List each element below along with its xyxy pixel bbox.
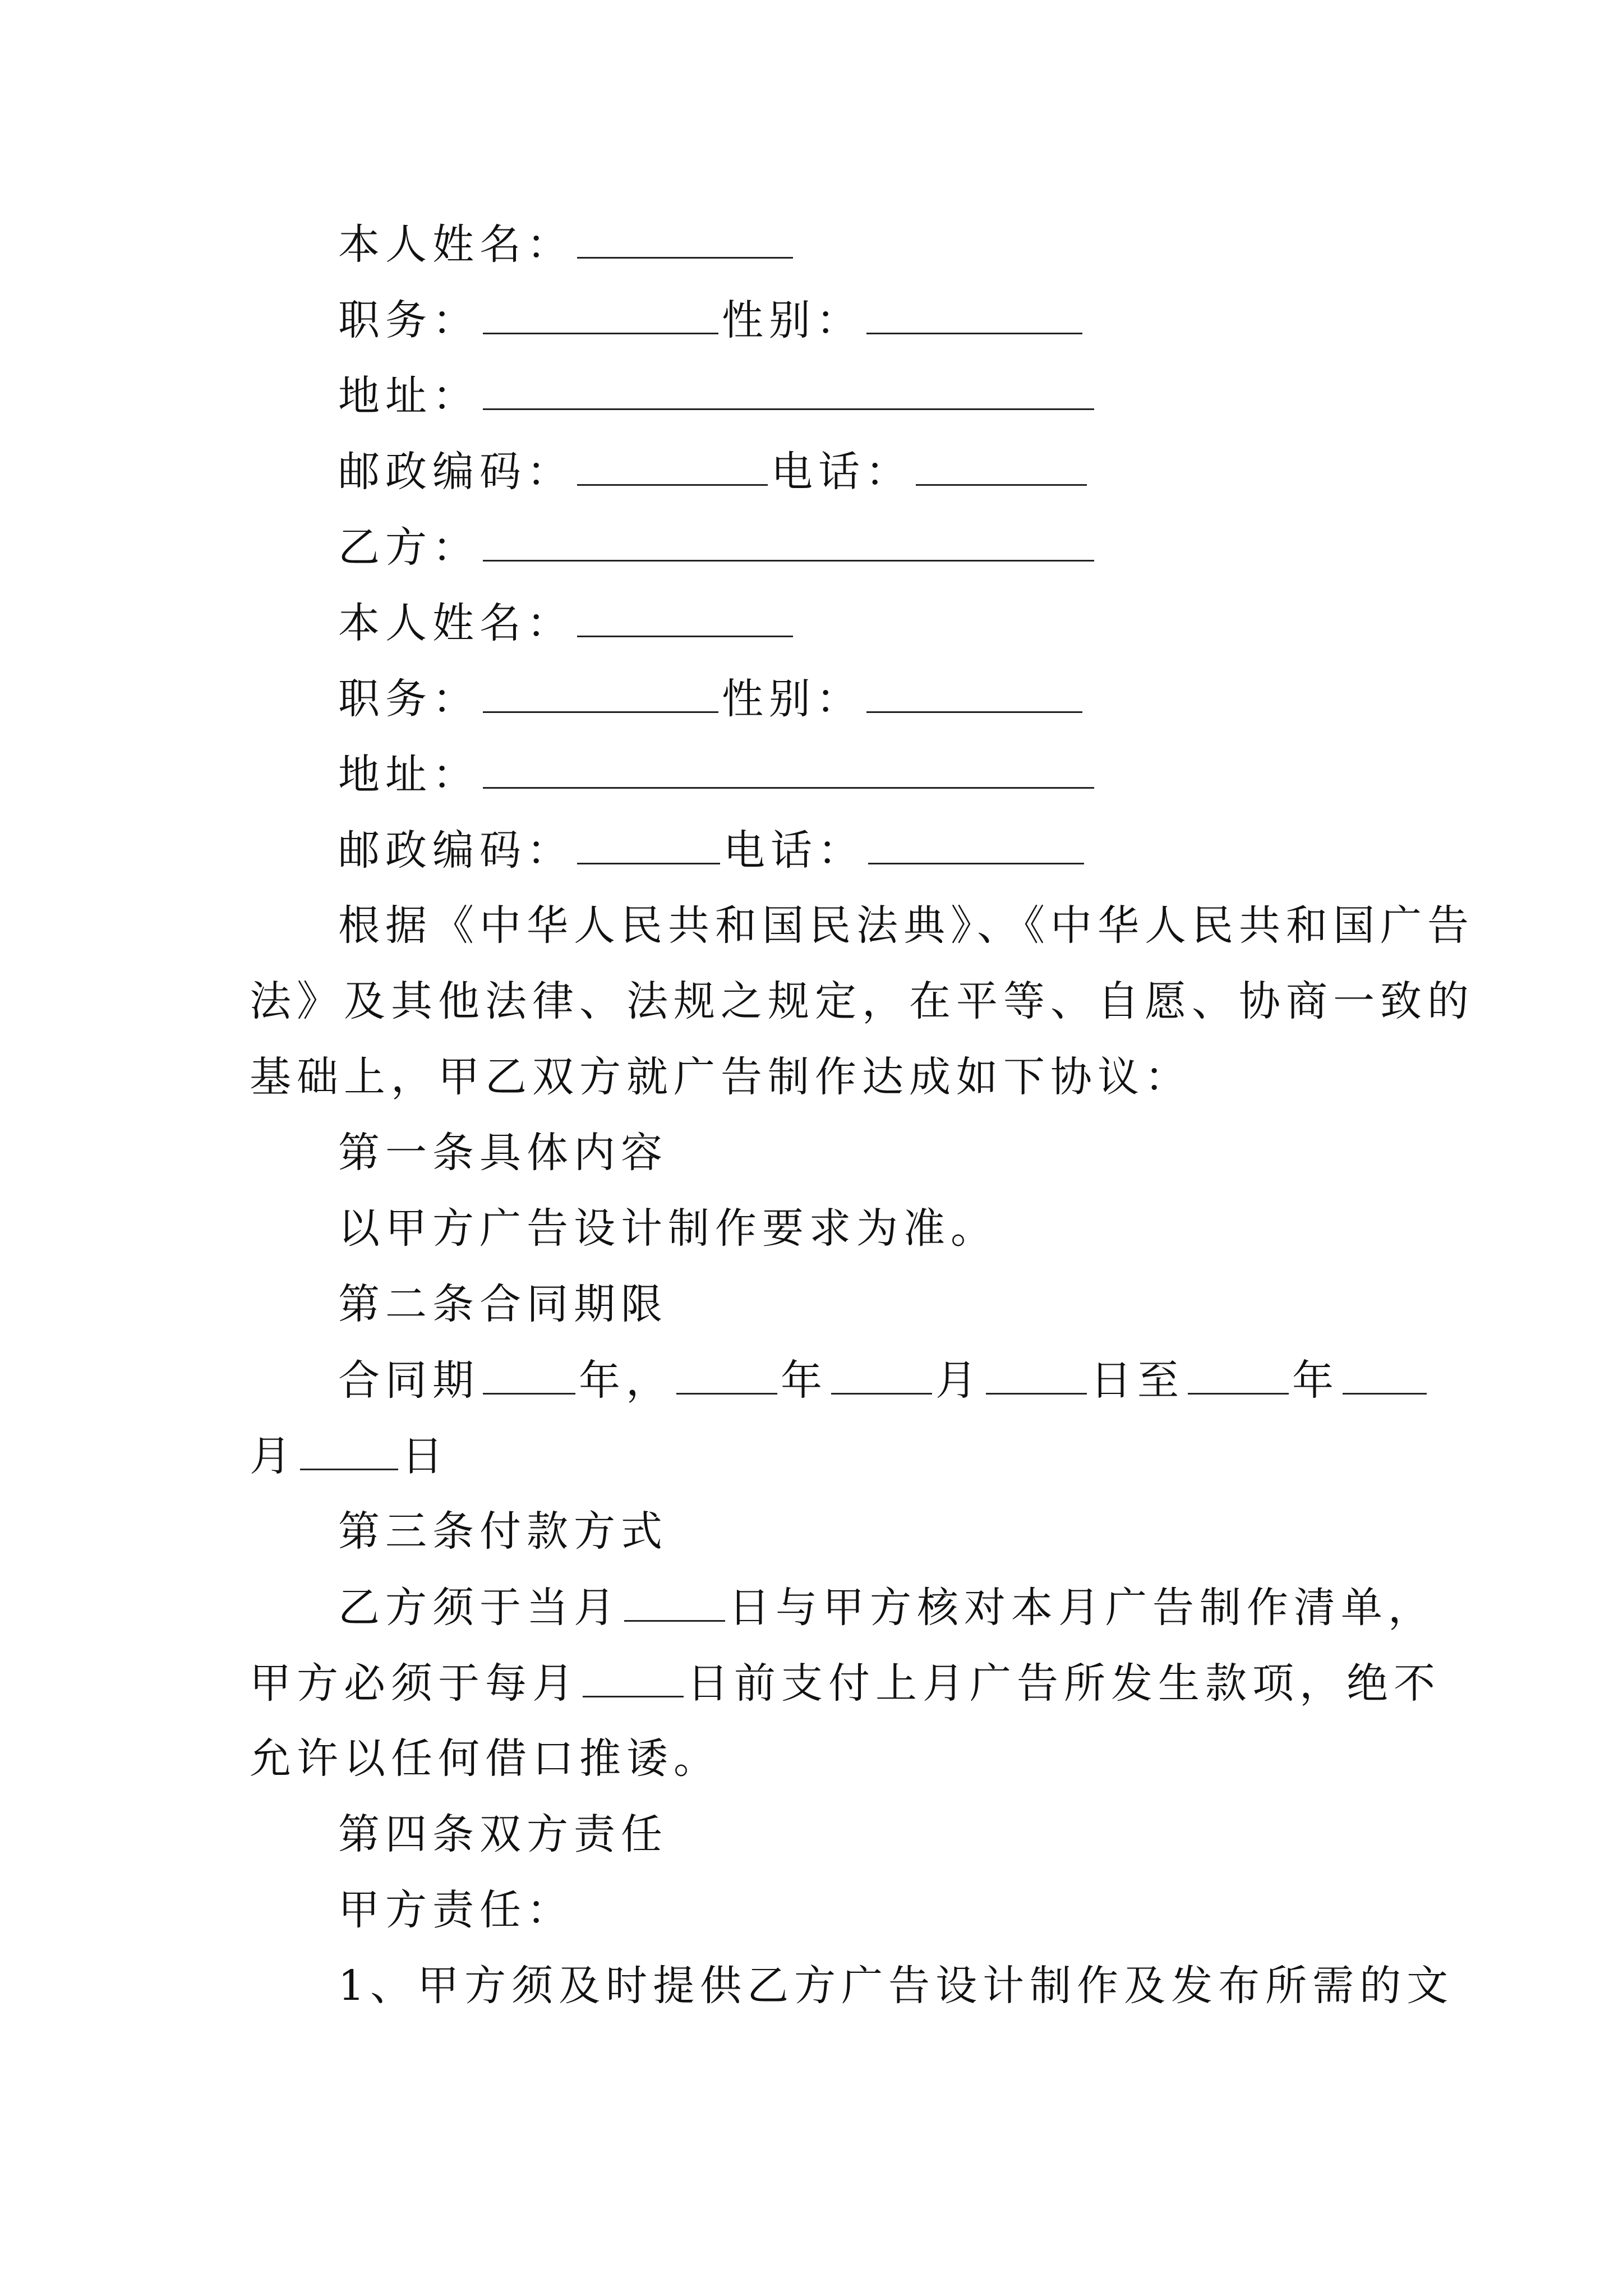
phone-blank[interactable] [916, 450, 1087, 486]
postal-label: 邮政编码： [338, 826, 574, 875]
party-b-name-row [338, 599, 796, 647]
article-4-item-1: 1、甲方须及时提供乙方广告设计制作及发布所需的文 [338, 1962, 1454, 2010]
name-label: 本人姓名： [338, 220, 574, 269]
gender-blank[interactable] [866, 299, 1082, 334]
year-text: 年 [781, 1356, 828, 1405]
phone-blank[interactable] [868, 829, 1084, 864]
duty-blank[interactable] [483, 678, 718, 713]
year-comma-text: 年， [579, 1356, 673, 1405]
article-2-term-line [338, 1356, 1430, 1405]
article-1-body: 以甲方广告设计制作要求为准。 [338, 1204, 998, 1253]
start-day-blank[interactable] [986, 1359, 1087, 1395]
day-text: 日 [402, 1432, 449, 1480]
gender-blank[interactable] [866, 678, 1082, 713]
duty-blank[interactable] [483, 299, 718, 334]
preamble-line-1: 根据《中华人民共和国民法典》、《中华人民共和国广告 [338, 901, 1474, 950]
article-3-line-3: 允许以任何借口推诿。 [250, 1734, 721, 1783]
party-b-duty-row [338, 675, 1086, 723]
article-1-title: 第一条具体内容 [338, 1129, 668, 1177]
address-blank[interactable] [483, 375, 1094, 410]
preamble-line-2: 法》及其他法律、法规之规定，在平等、自愿、协商一致的 [250, 977, 1474, 1025]
article-3-text: 甲方必须于每月 [250, 1659, 579, 1708]
party-b-label: 乙方： [338, 523, 479, 572]
party-b-postal-row [338, 826, 1087, 875]
article-2-title: 第二条合同期限 [338, 1280, 668, 1328]
postal-label: 邮政编码： [338, 448, 574, 496]
check-day-blank[interactable] [624, 1586, 725, 1622]
address-blank[interactable] [483, 753, 1094, 789]
party-b-blank[interactable] [483, 526, 1094, 562]
end-year-blank[interactable] [1188, 1359, 1289, 1395]
party-a-address-row [338, 372, 1098, 420]
start-month-blank[interactable] [831, 1359, 932, 1395]
year-text: 年 [1292, 1356, 1339, 1405]
party-a-name-row [338, 220, 796, 269]
day-to-text: 日至 [1090, 1356, 1184, 1405]
party-a-postal-row [338, 448, 1090, 496]
phone-label: 电话： [771, 448, 912, 496]
article-2-term-line-2 [250, 1432, 449, 1480]
start-year-blank[interactable] [483, 1359, 575, 1395]
address-label: 地址： [338, 751, 479, 799]
name-blank[interactable] [577, 223, 793, 259]
pay-day-blank[interactable] [583, 1662, 684, 1697]
term-prefix: 合同期 [338, 1356, 479, 1405]
gender-label: 性别： [722, 675, 863, 723]
party-b-address-row [338, 751, 1098, 799]
start-year2-blank[interactable] [676, 1359, 777, 1395]
name-label: 本人姓名： [338, 599, 574, 647]
name-blank[interactable] [577, 602, 793, 637]
month-text: 月 [250, 1432, 297, 1480]
duty-label: 职务： [338, 296, 479, 344]
article-3-line-1 [338, 1584, 1435, 1632]
article-3-title: 第三条付款方式 [338, 1507, 668, 1556]
end-month-blank[interactable] [1343, 1359, 1427, 1395]
postal-blank[interactable] [577, 450, 768, 486]
end-day-blank[interactable] [300, 1435, 398, 1470]
preamble-line-3: 基础上，甲乙双方就广告制作达成如下协议： [250, 1053, 1192, 1101]
article-3-text: 乙方须于当月 [338, 1584, 621, 1632]
postal-blank[interactable] [577, 829, 720, 864]
party-a-duty-heading: 甲方责任： [338, 1886, 574, 1934]
address-label: 地址： [338, 372, 479, 420]
gender-label: 性别： [722, 296, 863, 344]
party-b-row [338, 523, 1098, 572]
article-3-text: 日前支付上月广告所发生款项，绝不 [687, 1659, 1441, 1708]
duty-label: 职务： [338, 675, 479, 723]
party-a-duty-row [338, 296, 1086, 344]
phone-label: 电话： [723, 826, 865, 875]
article-3-text: 日与甲方核对本月广告制作清单， [728, 1584, 1435, 1632]
article-4-title: 第四条双方责任 [338, 1810, 668, 1858]
month-text: 月 [935, 1356, 983, 1405]
article-3-line-2 [250, 1659, 1441, 1708]
